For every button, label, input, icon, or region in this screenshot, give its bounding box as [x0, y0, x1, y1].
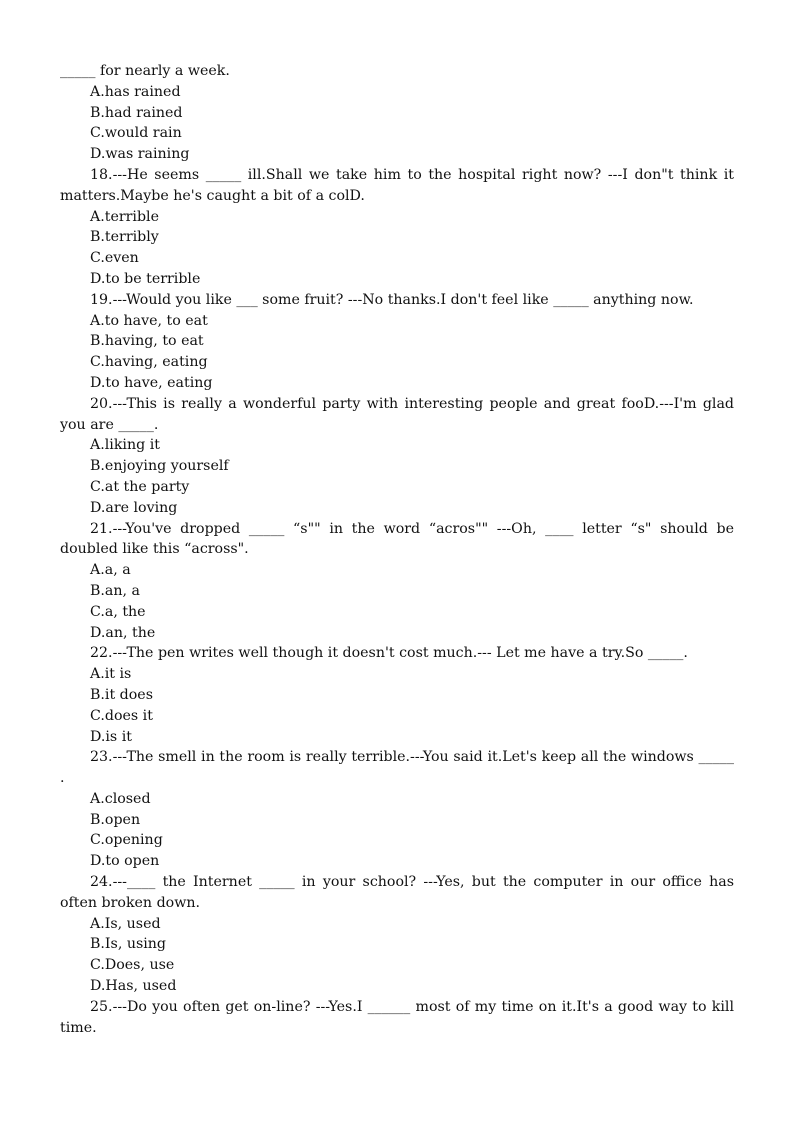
question-stem	[60, 872, 734, 914]
answer-option: B.it does	[90, 686, 153, 703]
answer-option: C.even	[90, 250, 139, 267]
answer-option: A.has rained	[90, 83, 181, 100]
answer-option: C.would rain	[90, 125, 182, 142]
answer-option: A.a, a	[90, 562, 131, 579]
question-block	[60, 997, 734, 1039]
question-stem	[60, 747, 734, 789]
answer-option: A.to have, to eat	[90, 312, 208, 329]
answer-option: A.Is, used	[90, 915, 161, 932]
question-list	[60, 82, 734, 1039]
answer-option: C.a, the	[90, 603, 146, 620]
answer-option: C.having, eating	[90, 354, 208, 371]
question-stem-text: 25.---Do you often get on-line? ---Yes.I ______ most of my time on it.It's a good way to kill time.	[60, 998, 734, 1036]
question-stem	[60, 519, 734, 561]
question-stem-text: 23.---The smell in the room is really terrible.---You said it.Let's keep all the windows _____ .	[60, 749, 734, 787]
answer-option: D.was raining	[90, 146, 190, 163]
question-stem	[60, 394, 734, 436]
question-stem	[60, 290, 734, 311]
question-stem	[60, 643, 734, 664]
question-stem	[60, 165, 734, 207]
answer-option: C.opening	[90, 832, 163, 849]
question-block	[60, 872, 734, 997]
answer-option: A.it is	[90, 666, 132, 683]
carry-over-line: _____ for nearly a week.	[60, 63, 230, 79]
answer-option: B.terribly	[90, 229, 159, 246]
answer-option: D.Has, used	[90, 978, 177, 995]
question-block	[60, 747, 734, 872]
question-stem-text: 19.---Would you like ___ some fruit? ---No thanks.I don't feel like _____ anything now.	[90, 291, 694, 308]
answer-option: A.terrible	[90, 208, 159, 225]
question-block	[60, 290, 734, 394]
answer-option: B.an, a	[90, 582, 141, 599]
answer-option: D.is it	[90, 728, 132, 745]
answer-option: C.Does, use	[90, 957, 175, 974]
answer-option: B.had rained	[90, 104, 183, 121]
answer-option: D.are loving	[90, 499, 178, 516]
question-stem	[60, 997, 734, 1039]
question-stem-text: 24.---____ the Internet _____ in your school? ---Yes, but the computer in our office has often broken down.	[60, 874, 734, 911]
answer-option: C.at the party	[90, 478, 190, 495]
question-block	[60, 643, 734, 747]
answer-option: A.liking it	[90, 437, 160, 454]
question-stem-text: 21.---You've dropped _____ “s"" in the word “acros"" ---Oh, ____ letter “s" should be doubled like this “across".	[60, 520, 734, 558]
question-stem-text: 20.---This is really a wonderful party with interesting people and great fooD.---I'm glad you are _____.	[60, 395, 734, 433]
answer-option: D.to be terrible	[90, 270, 201, 287]
answer-option: B.Is, using	[90, 936, 167, 953]
question-stem-text: 22.---The pen writes well though it doesn't cost much.--- Let me have a try.So _____.	[90, 645, 688, 662]
question-block	[60, 82, 734, 165]
question-block	[60, 394, 734, 519]
question-block	[60, 165, 734, 290]
question-stem-text: 18.---He seems _____ ill.Shall we take him to the hospital right now? ---I don"t think it matters.Maybe he's caught a bit of a colD.	[60, 166, 734, 204]
answer-option: D.an, the	[90, 624, 156, 641]
answer-option: D.to open	[90, 853, 160, 870]
answer-option: B.having, to eat	[90, 333, 204, 350]
answer-option: C.does it	[90, 707, 153, 724]
answer-option: A.closed	[90, 790, 151, 807]
answer-option: D.to have, eating	[90, 374, 213, 391]
question-block	[60, 519, 734, 644]
answer-option: B.enjoying yourself	[90, 458, 229, 475]
answer-option: B.open	[90, 811, 141, 828]
